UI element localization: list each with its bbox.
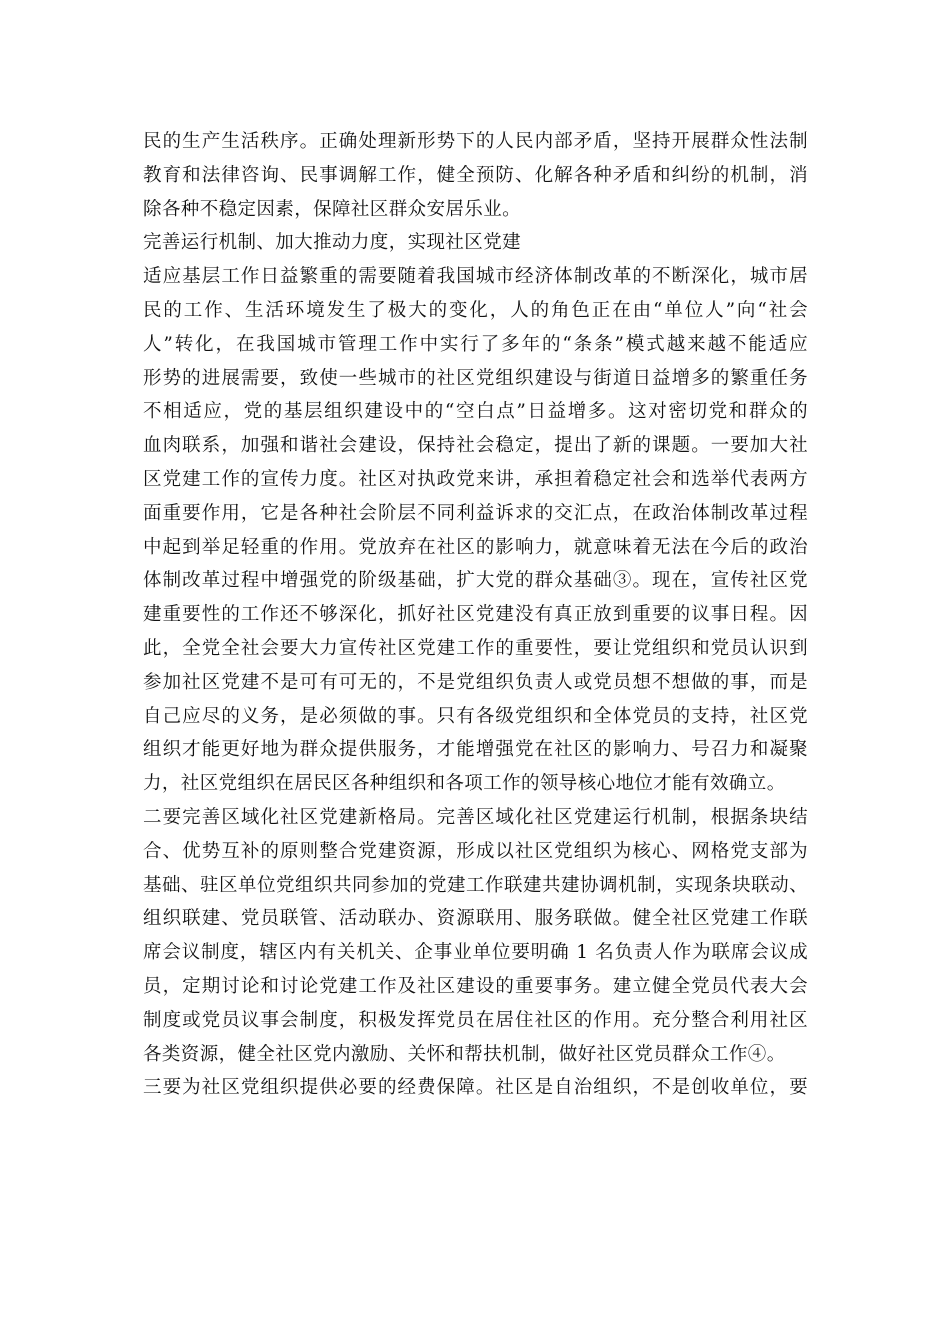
text-line: 面重要作用，它是各种社会阶层不同利益诉求的交汇点，在政治体制改革过程: [143, 502, 808, 524]
text-line: 除各种不稳定因素，保障社区群众安居乐业。: [143, 198, 522, 220]
text-line: 血肉联系，加强和谐社会建设，保持社会稳定，提出了新的课题。一要加大社: [143, 435, 808, 457]
text-line: 不相适应，党的基层组织建设中的“空白点”日益增多。这对密切党和群众的: [143, 401, 808, 423]
text-line: 适应基层工作日益繁重的需要随着我国城市经济体制改革的不断深化，城市居: [143, 266, 808, 288]
text-line: 员，定期讨论和讨论党建工作及社区建设的重要事务。建立健全党员代表大会: [143, 975, 808, 997]
text-line: 组织才能更好地为群众提供服务，才能增强党在社区的影响力、号召力和凝聚: [143, 739, 808, 761]
text-line: 二要完善区域化社区党建新格局。完善区域化社区党建运行机制，根据条块结: [143, 806, 808, 828]
text-line: 建重要性的工作还不够深化，抓好社区党建没有真正放到重要的议事日程。因: [143, 604, 808, 626]
section-heading: [143, 226, 808, 260]
text-line: 各类资源，健全社区党内激励、关怀和帮扶机制，做好社区党员群众工作④。: [143, 1043, 786, 1065]
paragraph-2: [143, 260, 808, 801]
text-line: 此，全党全社会要大力宣传社区党建工作的重要性，要让党组织和党员认识到: [143, 637, 808, 659]
text-line: 人”转化，在我国城市管理工作中实行了多年的“条条”模式越来越不能适应: [143, 333, 808, 355]
text-line: 中起到举足轻重的作用。党放弃在社区的影响力，就意味着无法在今后的政治: [143, 536, 808, 558]
text-line: 民的生产生活秩序。正确处理新形势下的人民内部矛盾，坚持开展群众性法制: [143, 131, 808, 152]
text-line: 力，社区党组织在居民区各种组织和各项工作的领导核心地位才能有效确立。: [143, 773, 786, 795]
heading-line: 完善运行机制、加大推动力度，实现社区党建: [143, 232, 522, 254]
text-line: 合、优势互补的原则整合党建资源，形成以社区党组织为核心、网格党支部为: [143, 840, 808, 862]
text-line: 民的工作、生活环境发生了极大的变化，人的角色正在由“单位人”向“社会: [143, 299, 808, 321]
text-line: 体制改革过程中增强党的阶级基础，扩大党的群众基础③。现在，宣传社区党: [143, 570, 808, 592]
text-line: 制度或党员议事会制度，积极发挥党员在居住社区的作用。充分整合利用社区: [143, 1009, 808, 1031]
text-line: 形势的进展需要，致使一些城市的社区党组织建设与街道日益增多的繁重任务: [143, 367, 808, 389]
text-line: 三要为社区党组织提供必要的经费保障。社区是自治组织，不是创收单位，要: [143, 1077, 808, 1099]
text-line: 基础、驻区单位党组织共同参加的党建工作联建共建协调机制，实现条块联动、: [143, 874, 808, 896]
text-line: 教育和法律咨询、民事调解工作，健全预防、化解各种矛盾和纠纷的机制，消: [143, 164, 808, 186]
document-body: [143, 125, 808, 1105]
text-line: 自己应尽的义务，是必须做的事。只有各级党组织和全体党员的支持，社区党: [143, 705, 808, 727]
paragraph-3: [143, 801, 808, 1071]
paragraph-4: [143, 1071, 808, 1105]
text-line: 区党建工作的宣传力度。社区对执政党来讲，承担着稳定社会和选举代表两方: [143, 468, 808, 490]
text-line: 组织联建、党员联管、活动联办、资源联用、服务联做。健全社区党建工作联: [143, 908, 808, 930]
text-line: 参加社区党建不是可有可无的，不是党组织负责人或党员想不想做的事，而是: [143, 671, 808, 693]
paragraph-1: [143, 125, 808, 226]
text-line: 席会议制度，辖区内有关机关、企事业单位要明确 1 名负责人作为联席会议成: [143, 942, 808, 964]
